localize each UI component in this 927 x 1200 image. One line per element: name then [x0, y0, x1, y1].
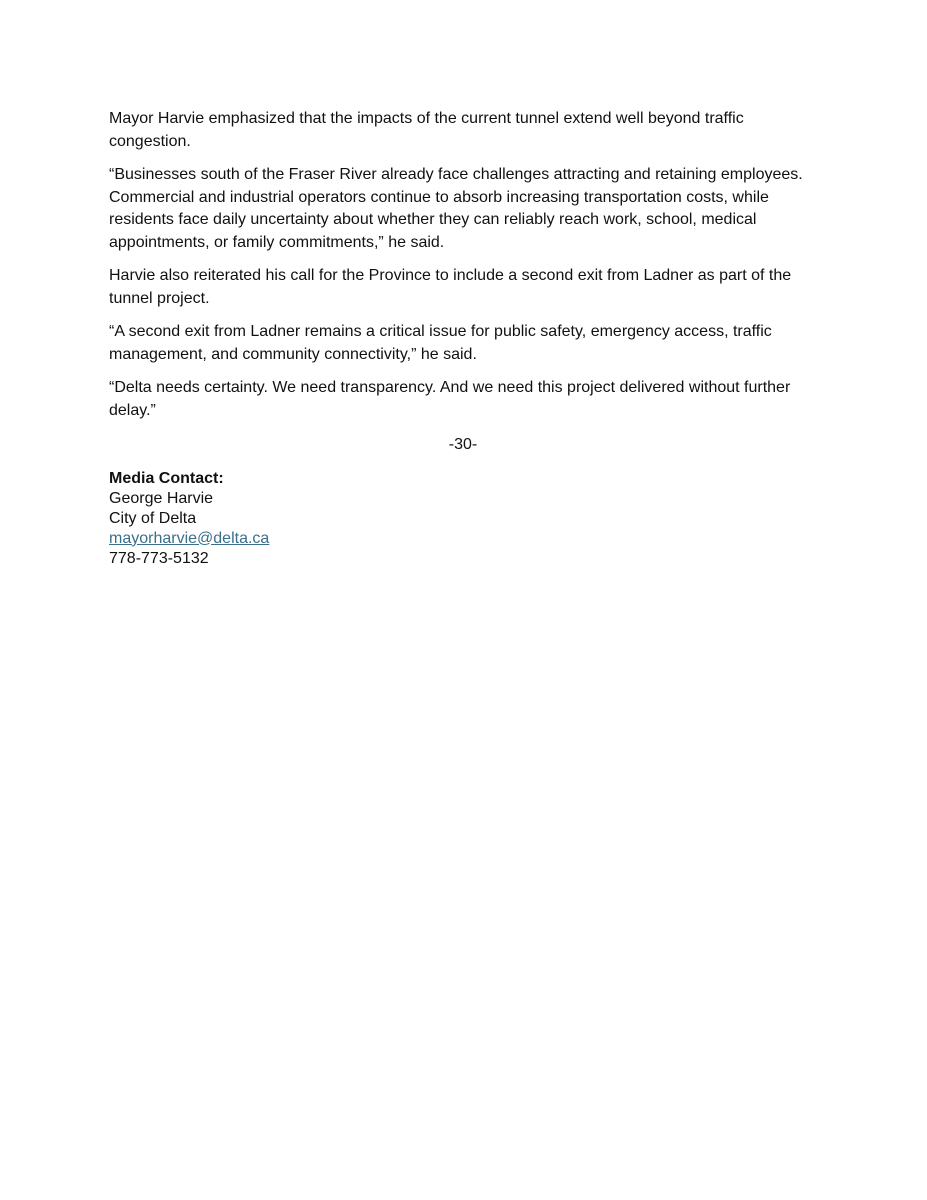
contact-name: George Harvie [109, 489, 214, 507]
media-contact-block [109, 469, 809, 569]
paragraph: Mayor Harvie emphasized that the impacts of the current tunnel extend well beyond traffic congestion. [109, 110, 744, 150]
paragraph: “A second exit from Ladner remains a critical issue for public safety, emergency access, traffic management, and community connectivity,” he said. [109, 323, 772, 363]
paragraph: “Businesses south of the Fraser River already face challenges attracting and retaining employees. Commercial and industrial operators continue to absorb increasing transportation costs, while residents face daily uncertainty about whether they can reliably reach work, school, medical appointments, or family commitments,” he said. [109, 166, 803, 251]
paragraph: “Delta needs certainty. We need transparency. And we need this project delivered without further delay.” [109, 379, 791, 419]
media-contact-heading: Media Contact: [109, 469, 224, 487]
contact-organization: City of Delta [109, 509, 197, 527]
document-page [109, 108, 809, 569]
contact-phone: 778-773-5132 [109, 549, 209, 567]
paragraph: Harvie also reiterated his call for the Province to include a second exit from Ladner as part of the tunnel project. [109, 267, 792, 307]
contact-email-link[interactable]: mayorharvie@delta.ca [109, 529, 270, 547]
end-mark: -30- [448, 436, 478, 453]
